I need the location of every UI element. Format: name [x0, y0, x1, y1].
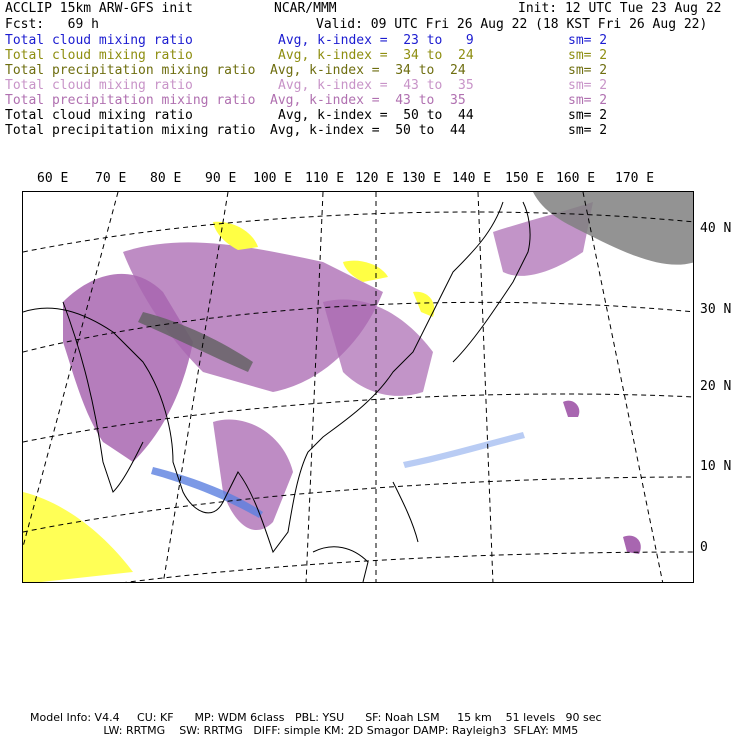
- lat-label: 30 N: [700, 302, 732, 317]
- field-avg: Avg, k-index = 43 to 35: [278, 78, 474, 93]
- lat-label: 10 N: [700, 459, 732, 474]
- field-name: Total cloud mixing ratio: [5, 78, 193, 93]
- lon-label: 110 E: [305, 171, 345, 186]
- lat-label: 40 N: [700, 221, 732, 236]
- field-avg: Avg, k-index = 50 to 44: [270, 123, 466, 138]
- title-center: NCAR/MMM: [274, 1, 337, 16]
- field-avg: Avg, k-index = 23 to 9: [278, 33, 474, 48]
- lon-label: 90 E: [205, 171, 237, 186]
- field-sm: sm= 2: [568, 93, 608, 108]
- lat-label: 0: [700, 540, 708, 555]
- field-sm: sm= 2: [568, 33, 608, 48]
- lon-label: 150 E: [505, 171, 545, 186]
- field-avg: Avg, k-index = 34 to 24: [278, 48, 474, 63]
- field-sm: sm= 2: [568, 78, 608, 93]
- field-sm: sm= 2: [568, 108, 608, 123]
- lat-label: 20 N: [700, 379, 732, 394]
- field-name: Total precipitation mixing ratio: [5, 63, 256, 78]
- field-avg: Avg, k-index = 43 to 35: [270, 93, 466, 108]
- lon-label: 70 E: [95, 171, 127, 186]
- lon-label: 80 E: [150, 171, 182, 186]
- init-time: Init: 12 UTC Tue 23 Aug 22: [518, 1, 722, 16]
- field-name: Total precipitation mixing ratio: [5, 123, 256, 138]
- lon-label: 170 E: [615, 171, 655, 186]
- lon-label: 100 E: [253, 171, 293, 186]
- field-sm: sm= 2: [568, 63, 608, 78]
- forecast-hour: Fcst: 69 h: [5, 17, 99, 32]
- model-info-line1: Model Info: V4.4 CU: KF MP: WDM 6class PBL: YSU SF: Noah LSM 15 km 51 levels 90 sec: [30, 711, 602, 724]
- field-avg: Avg, k-index = 50 to 44: [278, 108, 474, 123]
- valid-time: Valid: 09 UTC Fri 26 Aug 22 (18 KST Fri 26 Aug 22): [316, 17, 708, 32]
- lon-label: 140 E: [452, 171, 492, 186]
- field-name: Total cloud mixing ratio: [5, 108, 193, 123]
- title-left: ACCLIP 15km ARW-GFS init: [5, 1, 193, 16]
- field-avg: Avg, k-index = 34 to 24: [270, 63, 466, 78]
- model-info-line2: LW: RRTMG SW: RRTMG DIFF: simple KM: 2D Smagor DAMP: Rayleigh3 SFLAY: MM5: [30, 724, 579, 737]
- field-sm: sm= 2: [568, 48, 608, 63]
- field-sm: sm= 2: [568, 123, 608, 138]
- field-name: Total cloud mixing ratio: [5, 48, 193, 63]
- field-name: Total precipitation mixing ratio: [5, 93, 256, 108]
- field-name: Total cloud mixing ratio: [5, 33, 193, 48]
- lon-label: 120 E: [355, 171, 395, 186]
- lon-label: 160 E: [556, 171, 596, 186]
- lon-label: 60 E: [37, 171, 69, 186]
- map-svg: [23, 192, 694, 583]
- map-panel: [22, 191, 694, 583]
- lon-label: 130 E: [402, 171, 442, 186]
